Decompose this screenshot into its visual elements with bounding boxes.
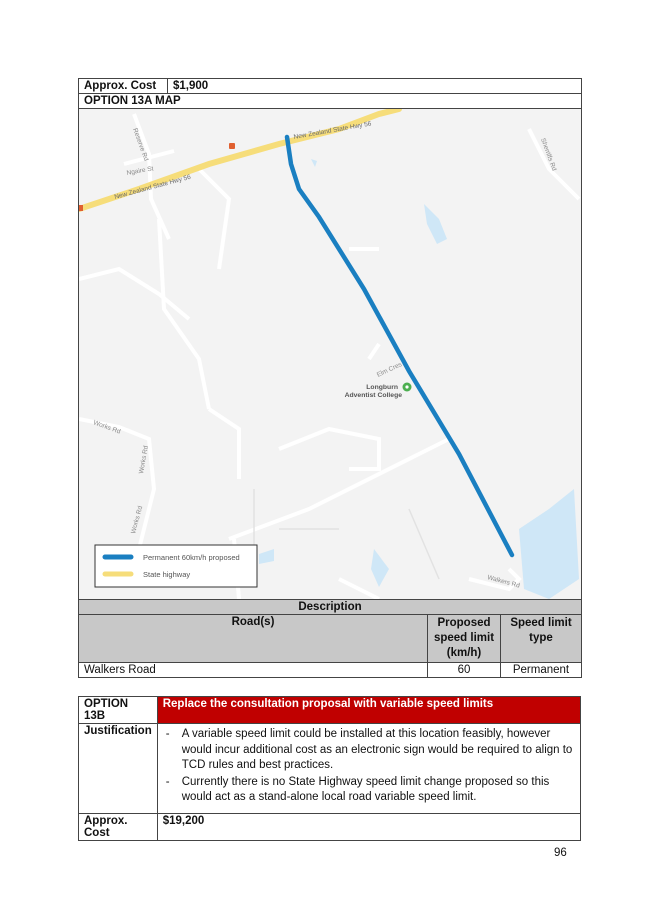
column-header-limit: Proposed speed limit (km/h) <box>428 615 501 663</box>
road-label: Works Rd <box>130 505 145 535</box>
description-header: Description <box>79 600 582 615</box>
road-label: Works Rd <box>138 445 150 475</box>
highway-shield-icon <box>229 143 235 149</box>
highway-shield-icon <box>79 205 83 211</box>
limit-cell: 60 <box>428 663 501 678</box>
route-map <box>79 109 581 599</box>
option-13b-label: OPTION 13B <box>79 697 158 724</box>
column-header-roads: Road(s) <box>79 615 428 663</box>
road-label: Elm Cres <box>375 361 404 379</box>
option-13b-title: Replace the consultation proposal with variable speed limits <box>157 697 580 724</box>
type-cell: Permanent <box>501 663 582 678</box>
map-cell <box>79 109 582 600</box>
poi-label-line1: Longburn <box>366 384 398 391</box>
cost-value: $1,900 <box>168 79 582 94</box>
poi-label-line2: Adventist College <box>344 392 402 399</box>
page-number: 96 <box>554 847 567 859</box>
road-label: Ngaire St <box>126 165 155 177</box>
legend-label-highway: State highway <box>143 570 191 579</box>
road-label: New Zealand State Hwy 56 <box>293 120 372 141</box>
cost-label-13b: Approx. Cost <box>79 813 158 840</box>
justification-content <box>157 724 580 814</box>
legend-label-proposed: Permanent 60km/h proposed <box>143 553 240 562</box>
road-label: Sherriffs Rd <box>539 137 558 172</box>
justification-label: Justification <box>79 724 158 814</box>
option-13b-table <box>78 696 581 841</box>
map-title: OPTION 13A MAP <box>79 94 582 109</box>
map-legend <box>95 545 257 587</box>
road-cell: Walkers Road <box>79 663 428 678</box>
road-label: Walkers Rd <box>486 574 521 590</box>
road-label: Works Rd <box>92 419 122 436</box>
column-header-type: Speed limit type <box>501 615 582 663</box>
option-13a-table <box>78 78 582 678</box>
justification-bullet: - A variable speed limit could be installed at this location feasibly, however would incur additional cost as an electronic sign would be required to align to TCD rules and best practices. <box>163 727 575 774</box>
cost-label: Approx. Cost <box>79 79 168 94</box>
road-label: Reserve Rd <box>131 127 150 162</box>
table-row <box>79 663 582 678</box>
justification-bullet: - Currently there is no State Highway speed limit change proposed so this would act as a stand-alone local road variable speed limit. <box>163 775 575 806</box>
cost-value-13b: $19,200 <box>157 813 580 840</box>
road-label: New Zealand State Hwy 56 <box>113 173 192 201</box>
